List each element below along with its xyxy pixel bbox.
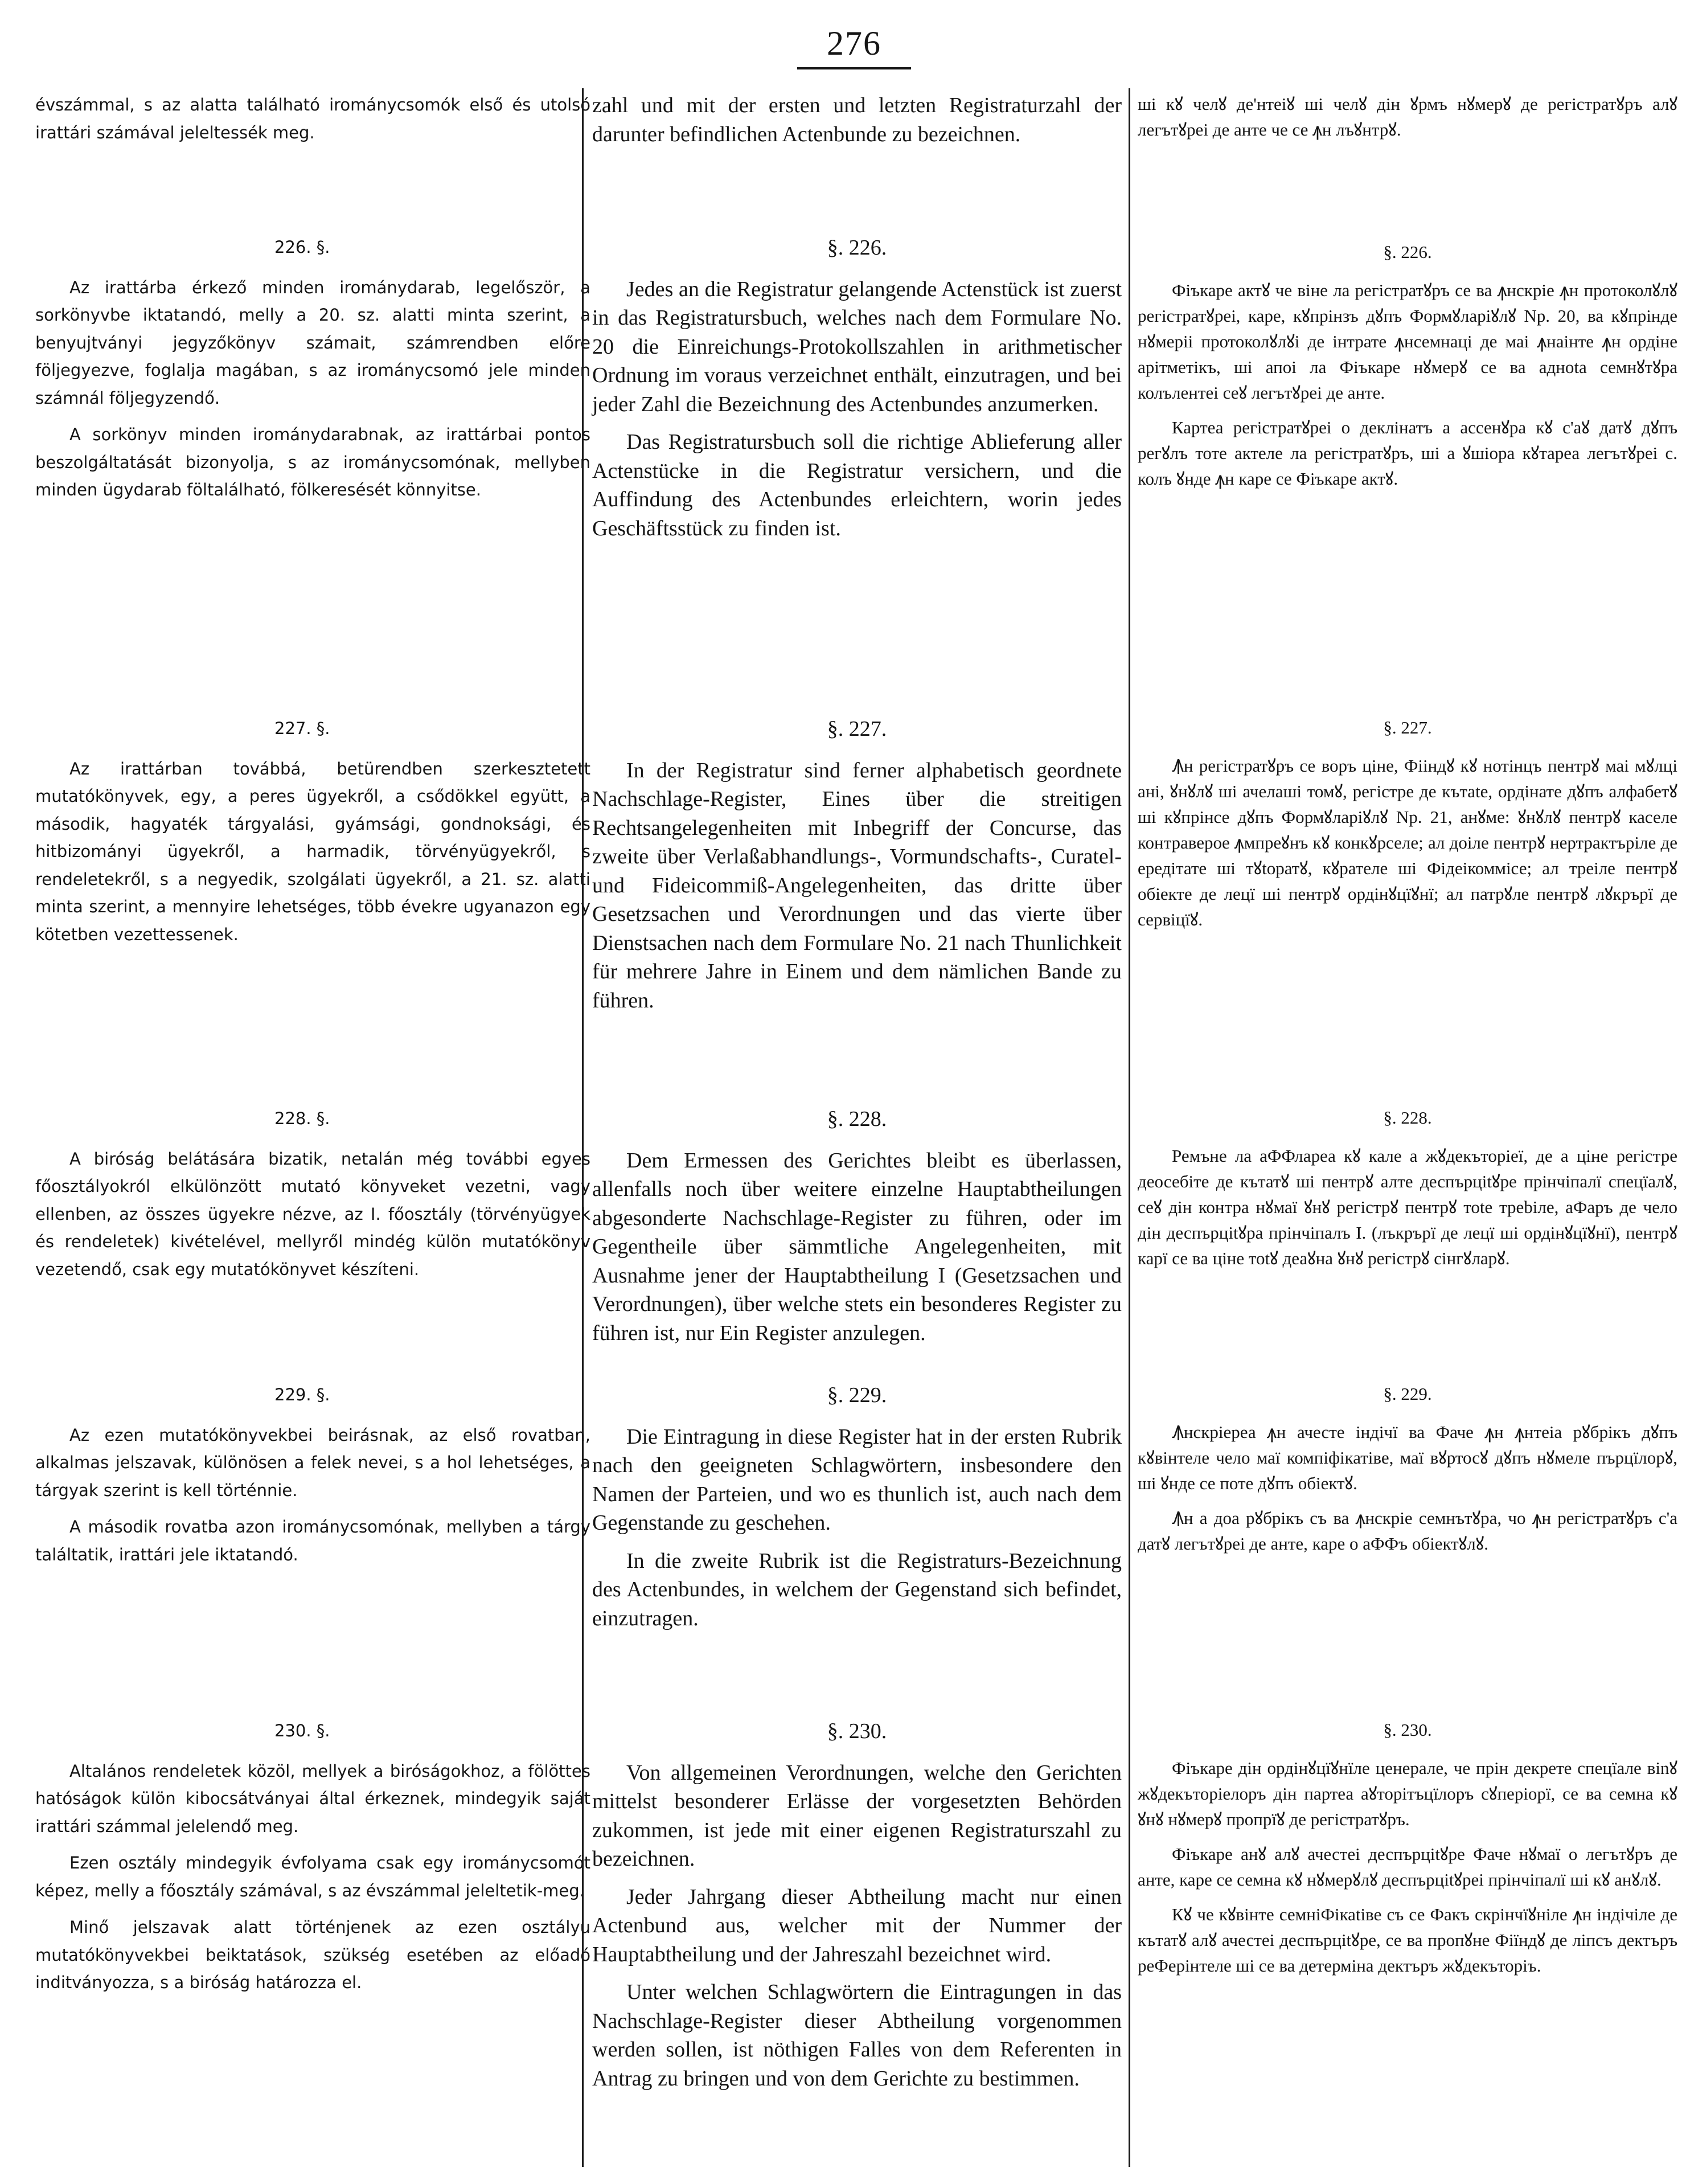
section-heading: 227. §. [274, 719, 330, 738]
section-heading: §. 228. [827, 1107, 887, 1131]
paragraph: ші кꙋ челꙋ де'нтеіꙋ ші челꙋ дін ꙋрмъ нꙋмерꙋ де регістратꙋръ алꙋ легътꙋреі де анте че се ꙟн лъꙋнтрꙋ. [1138, 94, 1677, 140]
paragraph: évszámmal, s az alatta található irománycsomók első és utolsó irattári számával jeleltessék meg. [35, 95, 590, 142]
section-heading: §. 228. [1383, 1108, 1432, 1128]
paragraph: In der Registratur sind ferner alphabetisch geordnete Nachschlage-Register, Eines über die streitigen Rechtsangelegenheiten mit Inbegriff der Concurse, das zweite über Verlaßabhandlungs-, Vormundschafts-, Curatel- und Fideicommiß-Angelegenheiten, das dritte über Gesetzsachen und Verordnungen und das vierte über Dienstsachen nach dem Formulare No. 21 nach Thunlichkeit für mehrere Jahre in Einem und dem nämlichen Bande zu führen. [592, 758, 1122, 1013]
german-section-227 [592, 715, 1122, 1024]
section-heading: §. 230. [1383, 1720, 1432, 1740]
german-section-228 [592, 1105, 1122, 1357]
hungarian-section-228 [35, 1105, 590, 1292]
german-section-226 [592, 233, 1122, 552]
section-heading: 226. §. [274, 237, 330, 257]
paragraph: Minő jelszavak alatt történjenek az ezen osztályu mutatókönyvekbei beiktatások, szükség esetében az előadó inditványozza, s a biróság határozza el. [35, 1917, 590, 1992]
paragraph: Jedes an die Registratur gelangende Actenstück ist zuerst in das Registratursbuch, welches nach dem Formulare No. 20 die Einreichungs-Protokollszahlen in arithmetischer Ordnung im voraus verzeichnet enthält, einzutragen, und bei jeder Zahl die Bezeichnung des Actenbundes anzumerken. [592, 277, 1122, 416]
hungarian-intro [35, 91, 590, 155]
section-heading: §. 227. [827, 717, 887, 741]
romanian-section-229 [1138, 1381, 1677, 1566]
paragraph: Ezen osztály mindegyik évfolyama csak egy irománycsomót képez, melly a főosztály számával, s az évszámmal jeleltetik-meg. [35, 1853, 590, 1900]
paragraph: Фіъкаре дін ордінꙋцїꙋнїле ценерале, че прін декрете спецїале віnꙋ жꙋдекъторіелоръ дін партеа аꙋторітъцїлоръ сꙋперіорї, се ва семна кꙋ ꙋнꙋ нꙋмерꙋ пропрїꙋ де регістратꙋръ. [1138, 1758, 1677, 1829]
romanian-section-226 [1138, 239, 1677, 501]
paragraph: In die zweite Rubrik ist die Registraturs-Bezeichnung des Actenbundes, in welchem der Gegenstand sich befindet, einzutragen. [592, 1548, 1122, 1630]
section-heading: §. 229. [827, 1383, 887, 1407]
section-heading: §. 227. [1383, 718, 1432, 737]
paragraph: A biróság belátására bizatik, netalán még további egyes főosztályokról elkülönzött mutató könyveket vezetni, vagy ellenben, az összes ügyekre nézve, az I. főosztály (törvényügyek és rendeletek) kivételével, mellyről mindég külön mutatókönyv vezetendő, csak egy mutatókönyvet készíteni. [35, 1149, 590, 1279]
german-section-230 [592, 1717, 1122, 2102]
page-number: 276 [827, 24, 881, 62]
paragraph: Ремъне ла аФФлареа кꙋ кале а жꙋдекъторіеї, де а ціне регістре деосебіте де кътатꙋ ші пентрꙋ алте деспърціtꙋре прінчіпалї спецїалꙋ, сеꙋ дін контра нꙋмаї ꙋнꙋ регістрꙋ пентрꙋ тоtе треbіле, аФаръ де чело дін деспърціtꙋра прінчіпалъ I. (лъкрърї де лецї ші ордінꙋцїꙋнї), пентрꙋ карї се ва ціне тоtꙋ деаꙋна ꙋнꙋ регістрꙋ сінгꙋларꙋ. [1138, 1146, 1677, 1268]
section-heading: §. 229. [1383, 1384, 1432, 1404]
hungarian-section-230 [35, 1717, 590, 2006]
page-number-rule [797, 67, 911, 69]
section-heading: 229. §. [274, 1385, 330, 1404]
paragraph: Ꙟн а доа рꙋбрікъ съ ва ꙟнскріе семнътꙋра, чо ꙟн регістратꙋръ с'а датꙋ легътꙋреі де анте, каре о аФФъ обіектꙋлꙋ. [1138, 1508, 1677, 1554]
hungarian-section-227 [35, 715, 590, 957]
hungarian-section-229 [35, 1381, 590, 1577]
paragraph: Von allgemeinen Verordnungen, welche den Gerichten mittelst besonderer Erlässe der vorgesetzten Behörden zukommen, ist jede mit einer eigenen Registraturszahl zu bezeichnen. [592, 1760, 1122, 1871]
german-intro [592, 91, 1122, 158]
paragraph: Altalános rendeletek közöl, mellyek a biróságokhoz, a fölöttes hatóságok külön kibocsátványai által érkeznek, mindegyik saját irattári számmal jelelendő meg. [35, 1761, 590, 1836]
paragraph: Az ezen mutatókönyvekbei beirásnak, az első rovatban, alkalmas jelszavak, különösen a felek nevei, s a hol lehetséges, a tárgyak szerint is kell történnie. [35, 1425, 590, 1500]
paragraph: Кꙋ че кꙋвінте семніФікаtіве съ се Факъ скрінчїꙋніле ꙟн індічіле де кътатꙋ алꙋ ачестеі деспърціtꙋре, се ва пропꙋне Фіїндꙋ де ліпсъ дектъръ реФерінтеле ші се ва детерміна дектъръ жꙋдекъторіъ. [1138, 1904, 1677, 1976]
paragraph: Jeder Jahrgang dieser Abtheilung macht nur einen Actenbund aus, welcher mit der Nummer der Hauptabtheilung und der Jahreszahl bezeichnet wird. [592, 1884, 1122, 1966]
paragraph: Фіъкаре актꙋ че віне ла регістратꙋръ се ва ꙟнскріе ꙟн протоколꙋлꙋ регістратꙋреі, каре, кꙋпрінзъ дꙋпъ Формꙋларіꙋлꙋ Nр. 20, ва кꙋпрінде нꙋмеріі протоколꙋлꙋі де інтрате ꙟнсемнаці де маі ꙟнаінте ꙟн ордіне арітметікъ, ші апоі ла Фіъкаре нꙋмерꙋ се ва адноtа семнꙋтꙋра колълентеі сеꙋ легътꙋреі де анте. [1138, 280, 1677, 403]
section-heading: §. 226. [1383, 242, 1432, 262]
paragraph: Ꙟнскріереа ꙟн ачесте індічї ва Фаче ꙟн ꙟнтеіа рꙋбрікъ дꙋпъ кꙋвінтеле чело маї компіфікатіве, маї вꙋртосꙋ дꙋпъ нꙋмеле пърцїлорꙋ, ші ꙋнде се поте дꙋпъ обіектꙋ. [1138, 1422, 1677, 1493]
hungarian-section-226 [35, 233, 590, 513]
paragraph: Az irattárba érkező minden irománydarab, legelőször, a sorkönyvbe iktatandó, melly a 20. sz. alatti minta szerint, a benyujtványi jegyzőkönyv számait, számrendben előre följegyezve, foglalja magában, s az irománycsomó jele minden számnál följegyzendő. [35, 277, 590, 408]
paragraph: Dem Ermessen des Gerichtes bleibt es überlassen, allenfalls noch über weitere einzelne Hauptabtheilungen abgesonderte Nachschlage-Register zu führen, oder im Gegentheile über sämmtliche Angelegenheiten, mit Ausnahme jener der Hauptabtheilung I (Gesetzsachen und Verordnungen), über welche stets ein besonderes Register zu führen ist, nur Ein Register anzulegen. [592, 1148, 1122, 1345]
romanian-section-227 [1138, 715, 1677, 941]
paragraph: Картеа регістратꙋреі о деклінатъ а ассенꙋра кꙋ с'аꙋ датꙋ дꙋпъ регꙋлъ тоте актеле ла регістратꙋръ, ші а ꙋшіора кꙋтареа легътꙋреі с. колъ ꙋнде ꙟн каре се Фіъкаре актꙋ. [1138, 417, 1677, 489]
german-section-229 [592, 1381, 1122, 1642]
paragraph: Ꙟн регістратꙋръ се воръ ціне, Фііндꙋ кꙋ нотінцъ пентрꙋ маі мꙋлці ані, ꙋнꙋлꙋ ші ачелаші томꙋ, регістре де кътаtе, ордінате дꙋпъ алфабетꙋ ші кꙋпрінсе дꙋпъ Формꙋларіꙋлꙋ Nр. 21, анꙋме: ꙋнꙋлꙋ пентрꙋ каселе контравероe ꙟмпреꙋнъ кꙋ конкꙋрселе; ал доіле пентрꙋ нертрактъріле де ередітате ші тꙋtоратꙋ, кꙋрателе ші Фідеікоммісе; ал треіле пентрꙋ обіектe де лецї ші пентрꙋ ордінꙋцїꙋнї; ал патрꙋле пентрꙋ лꙋкрърї де сервіцїꙋ. [1138, 756, 1677, 929]
section-heading: 230. §. [274, 1721, 330, 1740]
column-divider-right [1129, 88, 1130, 2167]
paragraph: A második rovatba azon irománycsomónak, mellyben a tárgy találtatik, irattári jele iktatandó. [35, 1517, 590, 1564]
section-heading: §. 226. [827, 236, 887, 260]
romanian-section-230 [1138, 1717, 1677, 1988]
paragraph: Die Eintragung in diese Register hat in der ersten Rubrik nach den geeigneten Schlagwörtern, insbesondere den Namen der Parteien, und wo es thunlich ist, auch nach dem Gegenstande zu geschehen. [592, 1424, 1122, 1535]
paragraph: Az irattárban továbbá, betürendben szerkesztetett mutatókönyvek, egy, a peres ügyekről, a csődökkel együtt, a második, hagyaték tárgyalási, gyámsági, gondnoksági, és hitbizományi ügyekről, a harmadik, törvényügyekről, s rendeletekről, s a negyedik, szolgálati ügyekről, a 21. sz. alatti minta szerint, a mennyire lehetséges, több évekre ugyanazon egy kötetben vezettessenek. [35, 759, 590, 944]
section-heading: §. 230. [827, 1719, 887, 1743]
paragraph: Das Registratursbuch soll die richtige Ablieferung aller Actenstücke in die Registratur versichern, und die Auffindung des Actenbundes erleichtern, worin jedes Geschäftsstück zu finden ist. [592, 430, 1122, 540]
paragraph: zahl und mit der ersten und letzten Registraturzahl der darunter befindlichen Actenbunde zu bezeichnen. [592, 93, 1122, 146]
romanian-section-228 [1138, 1105, 1677, 1280]
romanian-intro [1138, 91, 1677, 151]
paragraph: Unter welchen Schlagwörtern die Eintragungen in das Nachschlage-Register dieser Abtheilung vorgenommen werden sollen, ist nöthigen Falles von dem Referenten in Antrag zu bringen und von dem Gerichte zu bestimmen. [592, 1980, 1122, 2091]
section-heading: 228. §. [274, 1109, 330, 1128]
paragraph: Фіъкаре анꙋ алꙋ ачестеі деспърціtꙋре Фаче нꙋмаї о легътꙋръ де анте, каре се семна кꙋ нꙋмерꙋлꙋ деспърціtꙋреі прінчіпалї ші кꙋ анꙋлꙋ. [1138, 1844, 1677, 1890]
paragraph: A sorkönyv minden irománydarabnak, az irattárbai pontos beszolgáltatását bizonyolja, s az irománycsomónak, mellyben minden ügydarab föltalálható, fölkeresését könnyitse. [35, 425, 590, 499]
